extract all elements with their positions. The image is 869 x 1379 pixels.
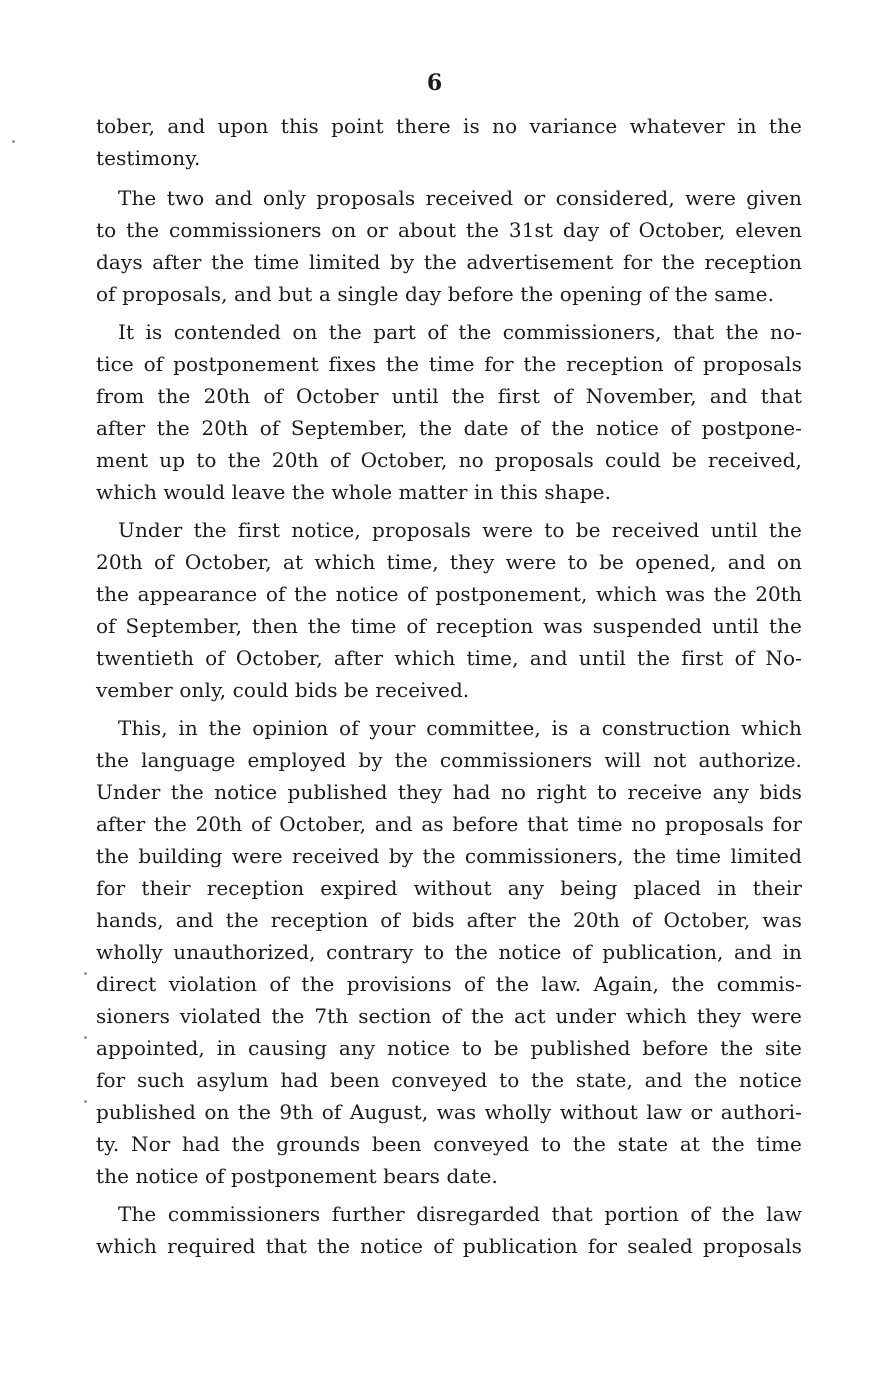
text-line: The two and only proposals received or considered, were given <box>118 186 802 210</box>
text-line: after the 20th of September, the date of the notice of postpone- <box>96 416 802 440</box>
text-line: ty. Nor had the grounds been conveyed to the state at the time <box>96 1132 802 1156</box>
print-speck <box>84 1100 87 1103</box>
text-line: after the 20th of October, and as before that time no proposals for <box>96 812 802 836</box>
text-line: Under the first notice, proposals were to be received until the <box>118 518 802 542</box>
text-line: testimony. <box>96 146 201 170</box>
text-line: twentieth of October, after which time, and until the first of No- <box>96 646 802 670</box>
text-line: hands, and the reception of bids after the 20th of October, was <box>96 908 802 932</box>
print-speck <box>84 972 87 975</box>
text-line: wholly unauthorized, contrary to the notice of publication, and in <box>96 940 802 964</box>
text-line: sioners violated the 7th section of the act under which they were <box>96 1004 802 1028</box>
text-line: of proposals, and but a single day before the opening of the same. <box>96 282 775 306</box>
text-line: of September, then the time of reception was suspended until the <box>96 614 802 638</box>
text-line: to the commissioners on or about the 31st day of October, eleven <box>96 218 802 242</box>
text-line: It is contended on the part of the commissioners, that the no- <box>118 320 802 344</box>
text-line: The commissioners further disregarded that portion of the law <box>118 1202 802 1226</box>
text-line: vember only, could bids be received. <box>96 678 470 702</box>
text-line: This, in the opinion of your committee, is a construction which <box>118 716 802 740</box>
text-line: the notice of postponement bears date. <box>96 1164 498 1188</box>
page-number: 6 <box>426 70 443 96</box>
text-line: the language employed by the commissioners will not authorize. <box>96 748 802 772</box>
text-line: Under the notice published they had no right to receive any bids <box>96 780 802 804</box>
text-line: published on the 9th of August, was wholly without law or authori- <box>96 1100 802 1124</box>
text-line: tice of postponement fixes the time for the reception of proposals <box>96 352 802 376</box>
text-line: from the 20th of October until the first of November, and that <box>96 384 802 408</box>
text-line: for their reception expired without any being placed in their <box>96 876 802 900</box>
text-line: days after the time limited by the advertisement for the reception <box>96 250 802 274</box>
text-line: appointed, in causing any notice to be published before the site <box>96 1036 802 1060</box>
text-line: the appearance of the notice of postponement, which was the 20th <box>96 582 802 606</box>
text-line: tober, and upon this point there is no variance whatever in the <box>96 114 802 138</box>
text-line: the building were received by the commissioners, the time limited <box>96 844 802 868</box>
print-speck <box>84 1036 87 1039</box>
text-line: which required that the notice of publication for sealed proposals <box>96 1234 802 1258</box>
print-speck <box>12 140 15 143</box>
text-line: 20th of October, at which time, they were to be opened, and on <box>96 550 802 574</box>
text-line: direct violation of the provisions of the law. Again, the commis- <box>96 972 802 996</box>
text-line: which would leave the whole matter in this shape. <box>96 480 612 504</box>
text-line: for such asylum had been conveyed to the state, and the notice <box>96 1068 802 1092</box>
text-line: ment up to the 20th of October, no proposals could be received, <box>96 448 802 472</box>
